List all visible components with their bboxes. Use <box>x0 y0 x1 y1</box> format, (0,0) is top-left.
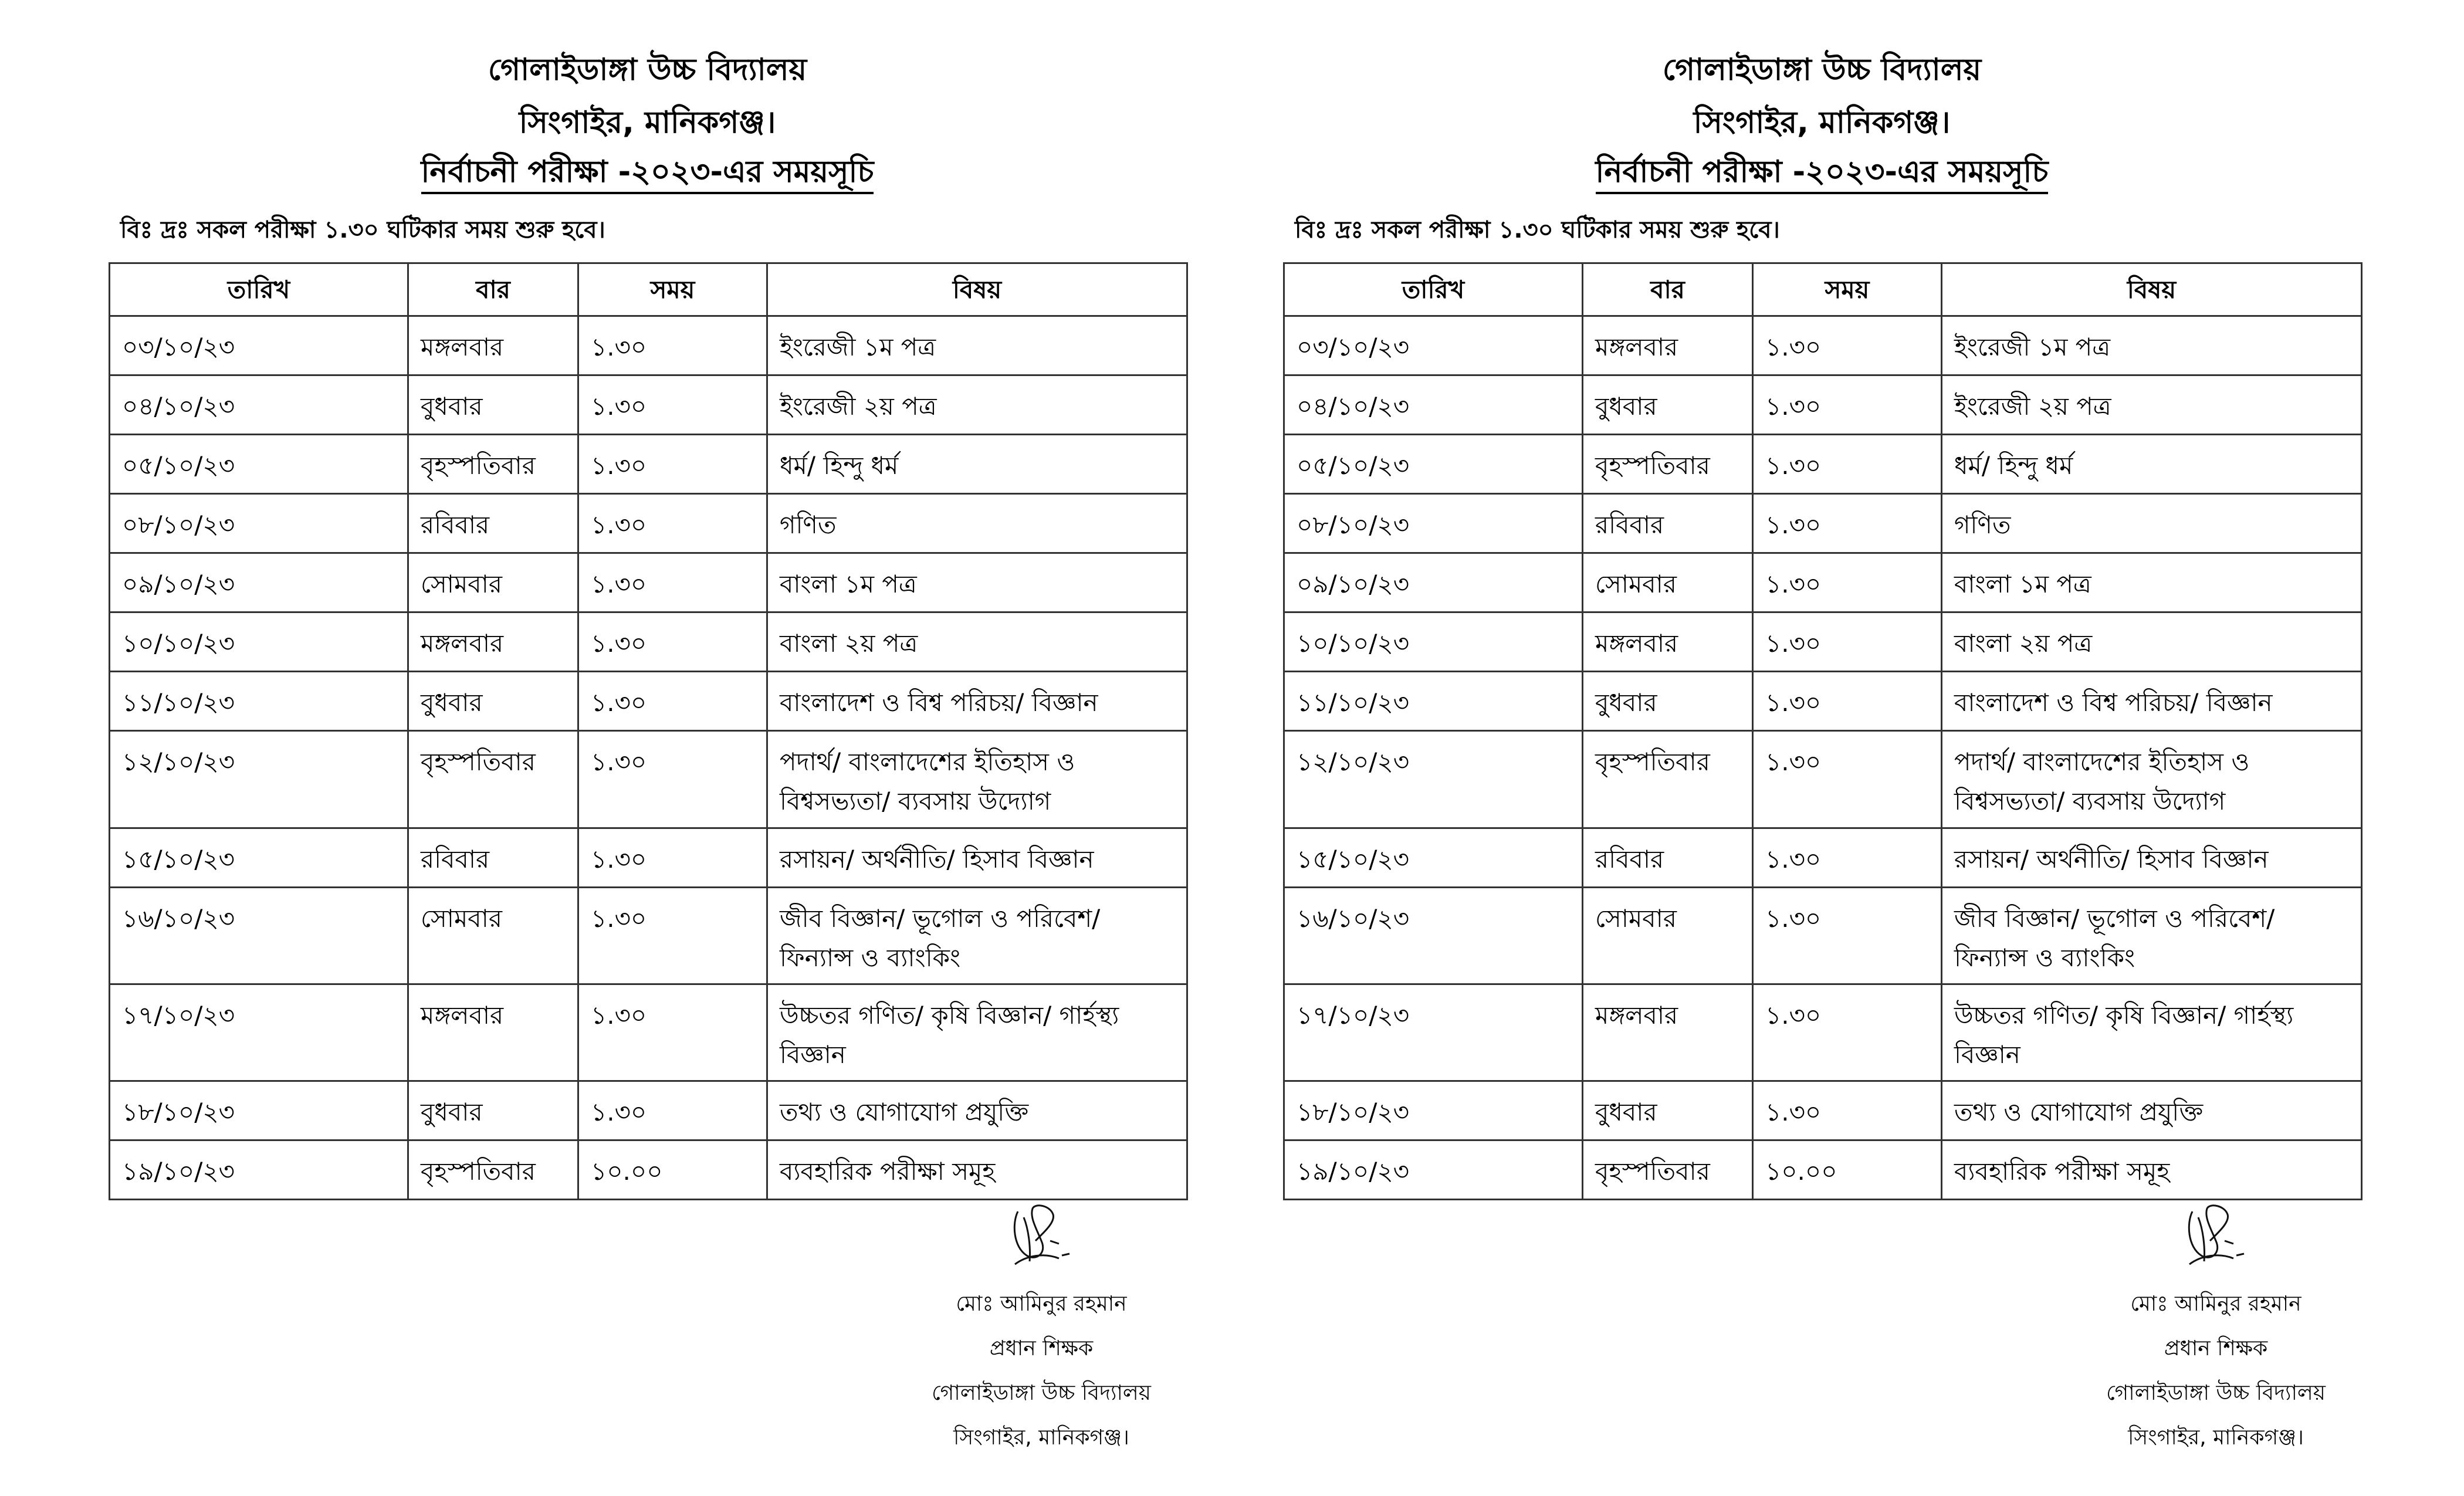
schedule-title <box>1283 148 2361 199</box>
cell-subject: ব্যবহারিক পরীক্ষা সমূহ <box>1942 1140 2362 1200</box>
signatory-name: মোঃ আমিনুর রহমান <box>2130 1292 2301 1316</box>
table-row <box>1284 828 2362 887</box>
school-address: সিংগাইর, মানিকগঞ্জ। <box>1693 105 1951 140</box>
cell-day: বুধবার <box>408 1081 578 1140</box>
cell-subject: বাংলাদেশ ও বিশ্ব পরিচয়/ বিজ্ঞান <box>767 672 1187 731</box>
table-row <box>110 731 1187 828</box>
schedule-title <box>109 148 1186 199</box>
cell-subject: বাংলা ১ম পত্র <box>1942 553 2362 612</box>
cell-date: ০৪/১০/২৩ <box>110 375 408 435</box>
signature-icon <box>994 1200 1088 1270</box>
cell-date: ১২/১০/২৩ <box>110 731 408 828</box>
cell-subject: পদার্থ/ বাংলাদেশের ইতিহাস ও বিশ্বসভ্যতা/ ব্যবসায় উদ্যোগ <box>1942 731 2362 828</box>
schedule-rows <box>1284 316 2362 1200</box>
cell-day: বৃহস্পতিবার <box>408 1140 578 1200</box>
table-row <box>1284 1140 2362 1200</box>
cell-day: বৃহস্পতিবার <box>1583 1140 1753 1200</box>
cell-time: ১.৩০ <box>578 375 767 435</box>
cell-day: রবিবার <box>408 494 578 553</box>
cell-time: ১.৩০ <box>578 672 767 731</box>
signature-icon <box>2169 1200 2263 1270</box>
signatory-school: গোলাইডাঙ্গা উচ্চ বিদ্যালয় <box>2106 1381 2326 1405</box>
signature-block <box>889 1200 1194 1460</box>
cell-date: ০৪/১০/২৩ <box>1284 375 1583 435</box>
school-address: সিংগাইর, মানিকগঞ্জ। <box>519 105 776 140</box>
signatory-name: মোঃ আমিনুর রহমান <box>956 1292 1127 1316</box>
table-row <box>110 553 1187 612</box>
signatory-designation: প্রধান শিক্ষক <box>989 1336 1094 1360</box>
column-header-date: তারিখ <box>1284 263 1583 316</box>
cell-time: ১.৩০ <box>1753 375 1942 435</box>
signatory-address: সিংগাইর, মানিকগঞ্জ। <box>2128 1426 2304 1450</box>
cell-date: ১৭/১০/২৩ <box>1284 984 1583 1081</box>
cell-date: ১৫/১০/২৩ <box>1284 828 1583 887</box>
cell-subject: গণিত <box>767 494 1187 553</box>
cell-date: ১৭/১০/২৩ <box>110 984 408 1081</box>
cell-date: ১০/১০/২৩ <box>110 612 408 672</box>
column-header-subject: বিষয় <box>1942 263 2362 316</box>
cell-time: ১.৩০ <box>1753 731 1942 828</box>
cell-time: ১.৩০ <box>1753 494 1942 553</box>
cell-day: মঙ্গলবার <box>1583 316 1753 375</box>
cell-date: ০৫/১০/২৩ <box>1284 435 1583 494</box>
cell-date: ১০/১০/২৩ <box>1284 612 1583 672</box>
cell-day: বুধবার <box>1583 672 1753 731</box>
cell-subject: রসায়ন/ অর্থনীতি/ হিসাব বিজ্ঞান <box>767 828 1187 887</box>
school-name: গোলাইডাঙ্গা উচ্চ বিদ্যালয় <box>1662 52 1982 87</box>
cell-subject: গণিত <box>1942 494 2362 553</box>
table-row <box>110 612 1187 672</box>
column-header-time: সময় <box>578 263 767 316</box>
cell-date: ১৬/১০/২৩ <box>110 887 408 984</box>
cell-time: ১.৩০ <box>578 612 767 672</box>
cell-subject: রসায়ন/ অর্থনীতি/ হিসাব বিজ্ঞান <box>1942 828 2362 887</box>
cell-subject: তথ্য ও যোগাযোগ প্রযুক্তি <box>1942 1081 2362 1140</box>
cell-date: ০৩/১০/২৩ <box>1284 316 1583 375</box>
signatory-address: সিংগাইর, মানিকগঞ্জ। <box>953 1426 1129 1450</box>
cell-time: ১.৩০ <box>578 435 767 494</box>
cell-time: ১.৩০ <box>578 494 767 553</box>
table-row <box>1284 1081 2362 1140</box>
cell-day: বৃহস্পতিবার <box>1583 731 1753 828</box>
cell-date: ১৮/১০/২৩ <box>1284 1081 1583 1140</box>
school-name: গোলাইডাঙ্গা উচ্চ বিদ্যালয় <box>488 52 807 87</box>
table-row <box>1284 984 2362 1081</box>
schedule-table <box>1283 262 2363 1200</box>
cell-time: ১.৩০ <box>1753 887 1942 984</box>
schedule-note: বিঃ দ্রঃ সকল পরীক্ষা ১.৩০ ঘটিকার সময় শুরু হবে। <box>1295 216 1780 243</box>
cell-date: ১৯/১০/২৩ <box>110 1140 408 1200</box>
cell-time: ১.৩০ <box>1753 984 1942 1081</box>
schedule-copy-right <box>1283 0 2361 1496</box>
cell-subject: ইংরেজী ২য় পত্র <box>767 375 1187 435</box>
schedule-note: বিঃ দ্রঃ সকল পরীক্ষা ১.৩০ ঘটিকার সময় শুরু হবে। <box>120 216 605 243</box>
column-header-day: বার <box>408 263 578 316</box>
table-row <box>1284 672 2362 731</box>
table-row <box>110 984 1187 1081</box>
cell-date: ০৮/১০/২৩ <box>110 494 408 553</box>
cell-day: বুধবার <box>1583 1081 1753 1140</box>
signatory-school: গোলাইডাঙ্গা উচ্চ বিদ্যালয় <box>932 1381 1151 1405</box>
cell-subject: উচ্চতর গণিত/ কৃষি বিজ্ঞান/ গার্হস্থ্য বিজ্ঞান <box>767 984 1187 1081</box>
cell-time: ১.৩০ <box>1753 435 1942 494</box>
table-row <box>110 1140 1187 1200</box>
column-header-subject: বিষয় <box>767 263 1187 316</box>
cell-subject: তথ্য ও যোগাযোগ প্রযুক্তি <box>767 1081 1187 1140</box>
table-row <box>1284 553 2362 612</box>
cell-subject: ইংরেজী ২য় পত্র <box>1942 375 2362 435</box>
cell-date: ১১/১০/২৩ <box>110 672 408 731</box>
cell-subject: উচ্চতর গণিত/ কৃষি বিজ্ঞান/ গার্হস্থ্য বিজ্ঞান <box>1942 984 2362 1081</box>
cell-day: সোমবার <box>1583 887 1753 984</box>
table-row <box>1284 887 2362 984</box>
schedule-rows <box>110 316 1187 1200</box>
table-row <box>110 1081 1187 1140</box>
cell-day: বৃহস্পতিবার <box>408 435 578 494</box>
signatory-designation: প্রধান শিক্ষক <box>2164 1336 2268 1360</box>
table-row <box>1284 375 2362 435</box>
cell-date: ১৫/১০/২৩ <box>110 828 408 887</box>
cell-day: রবিবার <box>1583 828 1753 887</box>
cell-day: মঙ্গলবার <box>408 316 578 375</box>
cell-date: ১২/১০/২৩ <box>1284 731 1583 828</box>
cell-time: ১.৩০ <box>578 1081 767 1140</box>
column-header-time: সময় <box>1753 263 1942 316</box>
cell-subject: জীব বিজ্ঞান/ ভূগোল ও পরিবেশ/ ফিন্যান্স ও ব্যাংকিং <box>767 887 1187 984</box>
column-header-date: তারিখ <box>110 263 408 316</box>
cell-day: বৃহস্পতিবার <box>1583 435 1753 494</box>
schedule-table <box>109 262 1188 1200</box>
cell-time: ১.৩০ <box>1753 553 1942 612</box>
table-row <box>110 316 1187 375</box>
cell-subject: ধর্ম/ হিন্দু ধর্ম <box>767 435 1187 494</box>
cell-subject: বাংলা ২য় পত্র <box>767 612 1187 672</box>
cell-time: ১০.০০ <box>578 1140 767 1200</box>
cell-subject: বাংলা ১ম পত্র <box>767 553 1187 612</box>
table-row <box>110 887 1187 984</box>
cell-day: সোমবার <box>408 553 578 612</box>
table-row <box>1284 316 2362 375</box>
cell-day: মঙ্গলবার <box>1583 984 1753 1081</box>
cell-day: বুধবার <box>408 672 578 731</box>
cell-day: বৃহস্পতিবার <box>408 731 578 828</box>
cell-time: ১.৩০ <box>1753 316 1942 375</box>
table-row <box>1284 612 2362 672</box>
cell-day: বুধবার <box>1583 375 1753 435</box>
cell-date: ১৮/১০/২৩ <box>110 1081 408 1140</box>
cell-time: ১০.০০ <box>1753 1140 1942 1200</box>
cell-time: ১.৩০ <box>578 316 767 375</box>
cell-time: ১.৩০ <box>578 984 767 1081</box>
table-header-row <box>1284 263 2362 316</box>
cell-time: ১.৩০ <box>1753 1081 1942 1140</box>
cell-time: ১.৩০ <box>1753 828 1942 887</box>
cell-date: ০৮/১০/২৩ <box>1284 494 1583 553</box>
table-row <box>110 435 1187 494</box>
table-row <box>1284 731 2362 828</box>
cell-day: রবিবার <box>1583 494 1753 553</box>
cell-day: সোমবার <box>408 887 578 984</box>
cell-day: মঙ্গলবার <box>408 984 578 1081</box>
cell-time: ১.৩০ <box>578 887 767 984</box>
schedule-title-text: নির্বাচনী পরীক্ষা -২০২৩-এর সময়সূচি <box>1596 154 2049 194</box>
cell-time: ১.৩০ <box>1753 672 1942 731</box>
cell-subject: ধর্ম/ হিন্দু ধর্ম <box>1942 435 2362 494</box>
column-header-day: বার <box>1583 263 1753 316</box>
cell-date: ১৬/১০/২৩ <box>1284 887 1583 984</box>
cell-subject: বাংলাদেশ ও বিশ্ব পরিচয়/ বিজ্ঞান <box>1942 672 2362 731</box>
table-row <box>1284 494 2362 553</box>
cell-subject: ইংরেজী ১ম পত্র <box>767 316 1187 375</box>
table-row <box>1284 435 2362 494</box>
cell-date: ০৫/১০/২৩ <box>110 435 408 494</box>
cell-subject: ইংরেজী ১ম পত্র <box>1942 316 2362 375</box>
table-row <box>110 494 1187 553</box>
cell-time: ১.৩০ <box>1753 612 1942 672</box>
signature-block <box>2063 1200 2368 1460</box>
cell-day: মঙ্গলবার <box>1583 612 1753 672</box>
cell-subject: জীব বিজ্ঞান/ ভূগোল ও পরিবেশ/ ফিন্যান্স ও ব্যাংকিং <box>1942 887 2362 984</box>
table-row <box>110 828 1187 887</box>
cell-date: ১৯/১০/২৩ <box>1284 1140 1583 1200</box>
cell-date: ০৯/১০/২৩ <box>1284 553 1583 612</box>
table-row <box>110 375 1187 435</box>
schedule-title-text: নির্বাচনী পরীক্ষা -২০২৩-এর সময়সূচি <box>421 154 874 194</box>
schedule-copy-left <box>109 0 1186 1496</box>
table-row <box>110 672 1187 731</box>
cell-day: রবিবার <box>408 828 578 887</box>
cell-day: বুধবার <box>408 375 578 435</box>
cell-date: ১১/১০/২৩ <box>1284 672 1583 731</box>
cell-subject: পদার্থ/ বাংলাদেশের ইতিহাস ও বিশ্বসভ্যতা/ ব্যবসায় উদ্যোগ <box>767 731 1187 828</box>
cell-time: ১.৩০ <box>578 828 767 887</box>
cell-subject: ব্যবহারিক পরীক্ষা সমূহ <box>767 1140 1187 1200</box>
cell-time: ১.৩০ <box>578 553 767 612</box>
cell-subject: বাংলা ২য় পত্র <box>1942 612 2362 672</box>
cell-date: ০৩/১০/২৩ <box>110 316 408 375</box>
cell-day: সোমবার <box>1583 553 1753 612</box>
cell-day: মঙ্গলবার <box>408 612 578 672</box>
cell-time: ১.৩০ <box>578 731 767 828</box>
table-header-row <box>110 263 1187 316</box>
cell-date: ০৯/১০/২৩ <box>110 553 408 612</box>
